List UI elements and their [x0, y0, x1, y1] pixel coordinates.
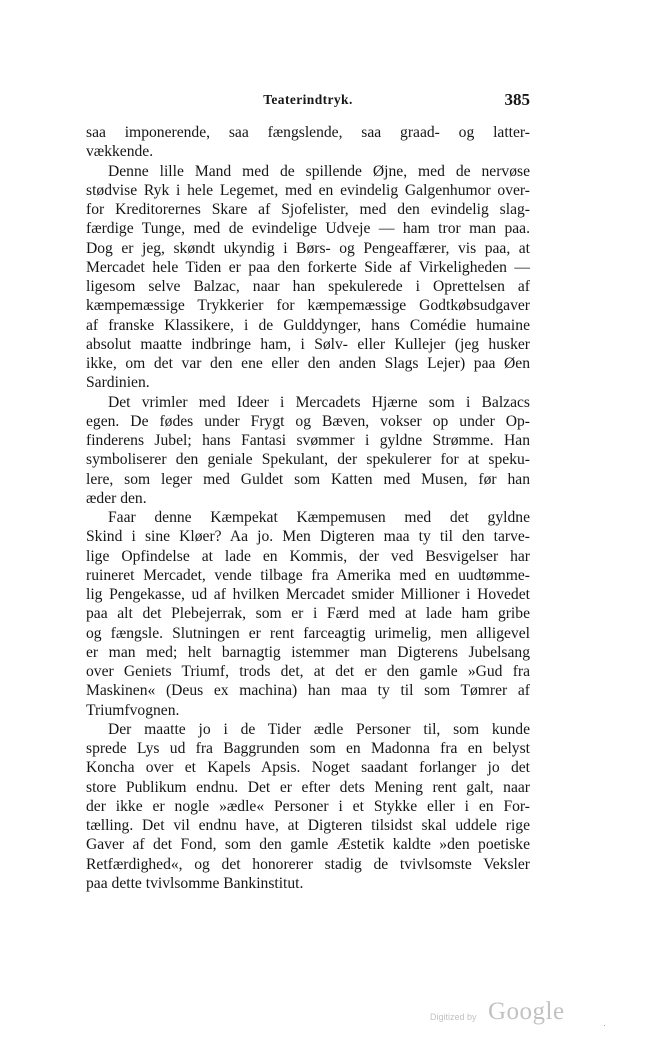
text-line: vækkende. [86, 143, 154, 161]
text-line: absolut maatte indbringe ham, i Sølv- eller Kullejer (jeg husker [86, 335, 530, 353]
text-line: ikke, om det var den ene eller den anden Slags Lejer) paa Øen [86, 355, 530, 372]
text-line: færdige Tunge, med de evindelige Udveje — ham tror man paa. [86, 220, 530, 238]
text-line: Maskinen« (Deus ex machina) han maa ty til som Tømrer af [86, 682, 530, 700]
text-line: ligesom selve Balzac, naar han spekulerede i Oprettelsen af [86, 278, 530, 295]
text-line: lere, som leger med Guldet som Katten med Musen, før han [86, 470, 530, 488]
text-line: Denne lille Mand med de spillende Øjne, med de nervøse [108, 162, 530, 180]
text-line: og fængsle. Slutningen er rent farceagtig urimelig, men alligevel [86, 624, 530, 642]
running-head [86, 90, 530, 112]
text-line: tælling. Det vil endnu have, at Digteren tilsidst skal uddele rige [86, 817, 530, 834]
text-line: stødvise Ryk i hele Legemet, med en evindelig Galgenhumor over- [86, 181, 530, 199]
text-line: saa imponerende, saa fængslende, saa graad- og latter- [86, 124, 530, 141]
text-line: for Kreditorernes Skare af Sjofelister, med den evindelig slag- [86, 201, 530, 218]
text-line: æder den. [86, 489, 147, 507]
text-line: store Publikum endnu. Det er efter dets Mening rent galt, naar [86, 778, 530, 796]
text-line: symboliserer den geniale Spekulant, der spekulerer for at speku- [86, 451, 530, 469]
text-line: Dog er jeg, skøndt ukyndig i Børs- og Pengeaffærer, vis paa, at [86, 239, 530, 257]
text-line: Triumfvognen. [86, 701, 180, 719]
text-line: Retfærdighed«, og det honorerer stadig de tvivlsomste Veksler [86, 855, 530, 873]
text-line: finderens Jubel; hans Fantasi svømmer i gyldne Strømme. Han [86, 432, 530, 449]
text-line: paa dette tvivlsomme Bankinstitut. [86, 874, 304, 892]
text-line: af franske Klassikere, i de Gulddynger, hans Comédie humaine [86, 316, 530, 334]
text-line: Skind i sine Kløer? Aa jo. Men Digteren maa ty til den tarve- [86, 528, 530, 546]
digitized-by-google-watermark [430, 1000, 580, 1030]
text-line: kæmpemæssige Trykkerier for kæmpemæssige Godtkøbsudgaver [86, 297, 530, 315]
text-line: egen. De fødes under Frygt og Bæven, vokser op under Op- [86, 412, 530, 430]
google-logo: Google [488, 998, 565, 1025]
text-line: paa alt det Plebejerrak, som er i Færd med at lade ham gribe [86, 605, 530, 623]
text-line: der ikke er nogle »ædle« Personer i et Stykke eller i en For- [86, 797, 530, 815]
text-line: Sardinien. [86, 374, 150, 392]
text-line: lig Pengekasse, ud af hvilken Mercadet smider Millioner i Hovedet [86, 586, 530, 603]
text-line: Faar denne Kæmpekat Kæmpemusen med det gyldne [108, 509, 530, 526]
text-line: Det vrimler med Ideer i Mercadets Hjærne som i Balzacs [108, 393, 530, 411]
text-line: er man med; helt barnagtig istemmer man Digterens Jubelsang [86, 643, 530, 661]
digitized-by-label: Digitized by [430, 1012, 477, 1022]
text-line: over Geniets Triumf, trods det, at det er den gamle »Gud fra [86, 663, 530, 680]
text-line: Der maatte jo i de Tider ædle Personer til, som kunde [108, 720, 530, 738]
page-number: 385 [504, 90, 530, 109]
text-line: sprede Lys ud fra Baggrunden som en Madonna fra en belyst [86, 740, 530, 757]
text-line: Gaver af det Fond, som den gamle Æstetik kaldte »den poetiske [86, 836, 530, 854]
body-text [86, 123, 530, 893]
running-title: Teaterindtryk. [263, 92, 353, 107]
text-line: Mercadet hele Tiden er paa den forkerte Side af Virkeligheden — [86, 258, 530, 276]
text-line: ruineret Mercadet, vende tilbage fra Amerika med en uudtømme- [86, 566, 530, 584]
text-line: lige Opfindelse at lade en Kommis, der ved Besvigelser har [86, 547, 530, 565]
corner-mark: · [603, 1021, 606, 1030]
text-line: Koncha over et Kapels Apsis. Noget saadant forlanger jo det [86, 759, 530, 777]
